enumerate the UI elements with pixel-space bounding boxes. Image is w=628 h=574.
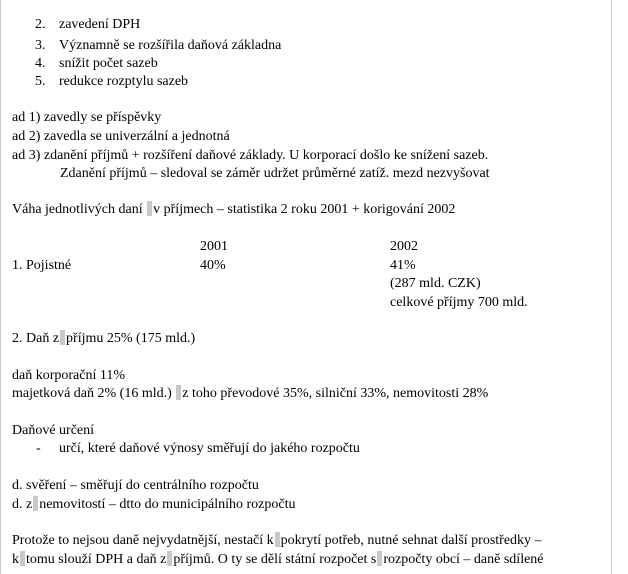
list-number: 4. xyxy=(35,56,46,71)
ad-line-2: ad 2) zavedla se univerzální a jednotná xyxy=(12,129,230,144)
table-col-2001: 2001 xyxy=(200,239,228,254)
highlight-mark xyxy=(377,551,382,566)
majetkova-dan-line: majetková daň 2% (16 mld.) z toho převodové 35%, silniční 33%, nemovitosti 28% xyxy=(12,386,489,401)
list-number: 2. xyxy=(35,17,46,32)
list-number: 5. xyxy=(35,74,46,89)
list-item: snížit počet sazeb xyxy=(59,56,158,71)
paragraph-line-2: k tomu slouží DPH a daň z příjmů. O ty se dělí státní rozpočet s rozpočty obcí – daně sdílené xyxy=(12,552,544,567)
highlight-mark xyxy=(167,551,172,566)
list-item: zavedení DPH xyxy=(59,17,141,32)
table-row-label: 1. Pojistné xyxy=(12,258,72,273)
urceni-text: určí, které daňové výnosy směřují do jakého rozpočtu xyxy=(59,441,360,456)
danove-urceni-title: Daňové určení xyxy=(12,423,95,438)
dan-prijmu-line: 2. Daň z příjmu 25% (175 mld.) xyxy=(12,331,196,346)
table-col-2002: 2002 xyxy=(390,239,418,254)
ad-line-1: ad 1) zavedly se příspěvky xyxy=(12,110,162,125)
paragraph-line-1: Protože to nejsou daně nejvydatnější, nestačí k pokrytí potřeb, nutné sehnat další prostředky – xyxy=(12,533,542,548)
nemovitosti-line: d. z nemovitostí – dtto do municipálního rozpočtu xyxy=(12,497,296,512)
list-number: 3. xyxy=(35,38,46,53)
table-value-2002: 41% xyxy=(390,258,416,273)
highlight-mark xyxy=(147,201,152,216)
list-item: Významně se rozšířila daňová základna xyxy=(59,38,282,53)
ad-line-3: ad 3) zdanění příjmů + rozšíření daňové základy. U korporací došlo ke snížení sazeb. xyxy=(12,148,489,163)
highlight-mark xyxy=(60,330,65,345)
highlight-mark xyxy=(275,532,280,547)
table-note: (287 mld. CZK) xyxy=(390,276,481,291)
vaha-line: Váha jednotlivých daní v příjmech – statistika 2 roku 2001 + korigování 2002 xyxy=(12,202,456,217)
table-note: celkové příjmy 700 mld. xyxy=(390,295,528,310)
sverni-line: d. svěření – směřují do centrálního rozpočtu xyxy=(12,478,259,493)
dan-korporacni-line: daň korporační 11% xyxy=(12,368,125,383)
table-value-2001: 40% xyxy=(200,258,226,273)
highlight-mark xyxy=(176,385,181,400)
ad-indent-line: Zdanění příjmů – sledoval se záměr udržet průměrné zatíž. mezd nezvyšovat xyxy=(60,166,490,181)
highlight-mark xyxy=(20,551,25,566)
highlight-mark xyxy=(33,496,38,511)
list-item: redukce rozptylu sazeb xyxy=(59,74,189,89)
bullet: - xyxy=(36,441,41,456)
